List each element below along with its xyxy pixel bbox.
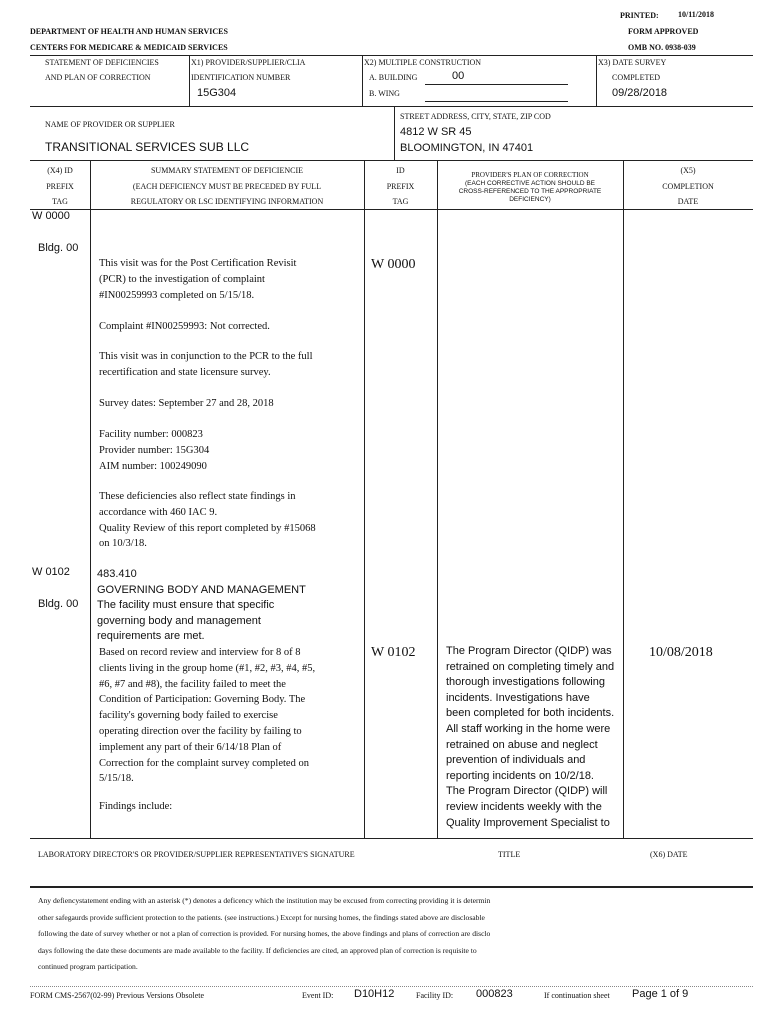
facility-id-value: 000823 bbox=[476, 988, 513, 1000]
address-label: STREET ADDRESS, CITY, STATE, ZIP COD bbox=[400, 112, 551, 121]
address-line-2: BLOOMINGTON, IN 47401 bbox=[400, 142, 534, 154]
survey-completed-date: 09/28/2018 bbox=[612, 87, 668, 99]
x4-header-1: (X4) ID bbox=[47, 166, 73, 175]
plan-header-1: PROVIDER'S PLAN OF CORRECTION bbox=[471, 171, 589, 179]
provider-name-label: NAME OF PROVIDER OR SUPPLIER bbox=[45, 120, 175, 129]
x1-label-2: IDENTIFICATION NUMBER bbox=[191, 73, 291, 82]
form-number: FORM CMS-2567(02-99) Previous Versions Obsolete bbox=[30, 991, 205, 1000]
x5-header-2: COMPLETION bbox=[662, 182, 714, 191]
signature-label: LABORATORY DIRECTOR'S OR PROVIDER/SUPPLIER REPRESENTATIVE'S SIGNATURE bbox=[38, 850, 355, 859]
entry1-para2: Complaint #IN00259993: Not corrected. bbox=[99, 321, 270, 332]
summary-header-3: REGULATORY OR LSC IDENTIFYING INFORMATION bbox=[130, 197, 324, 206]
x5-header-1: (X5) bbox=[680, 166, 696, 175]
title-label: TITLE bbox=[498, 850, 521, 859]
omb-number: OMB NO. 0938-039 bbox=[628, 43, 696, 52]
entry1-para3: This visit was in conjunction to the PCR to the full recertification and state licensure survey. bbox=[99, 351, 313, 378]
entry2-completion-date: 10/08/2018 bbox=[649, 645, 713, 660]
building-value: 00 bbox=[452, 70, 465, 82]
facility-id-label: Facility ID: bbox=[416, 991, 454, 1000]
entry1-para1: This visit was for the Post Certification Revisit (PCR) to the investigation of complaint #IN00259993 completed on 5/15/18. bbox=[99, 258, 297, 301]
page-number: Page 1 of 9 bbox=[632, 988, 689, 1000]
entry1-para6: These deficiencies also reflect state findings in accordance with 460 IAC 9. Quality Review of this report completed by #15068 on 10/3/18. bbox=[99, 491, 316, 550]
continuation-label: If continuation sheet bbox=[544, 991, 610, 1000]
department-name: DEPARTMENT OF HEALTH AND HUMAN SERVICES bbox=[30, 27, 228, 36]
event-id-value: D10H12 bbox=[354, 988, 395, 1000]
summary-header-2: (EACH DEFICIENCY MUST BE PRECEDED BY FULL bbox=[132, 182, 322, 191]
entry1-para5: Facility number: 000823 Provider number: 15G304 AIM number: 100249090 bbox=[99, 429, 210, 472]
x4-header-2: PREFIX bbox=[46, 182, 74, 191]
entry1-right-tag: W 0000 bbox=[371, 257, 416, 272]
printed-label: PRINTED: bbox=[620, 11, 659, 20]
entry1-tag: W 0000 bbox=[32, 210, 70, 222]
plan-header-3: CROSS-REFERENCED TO THE APPROPRIATE bbox=[458, 188, 602, 195]
x4-header-3: TAG bbox=[52, 197, 68, 206]
entry2-para1: Based on record review and interview for 8 of 8 clients living in the group home (#1, #2, #3, #4, #5, #6, #7 and #8), the facility failed to meet the Condition of Participation: Governing Body. The facility's governing body failed to exercise operating direction over the facility by failing to implement any part of their 6/14/18 Plan of Correction for the complaint survey completed on 5/15/18. bbox=[99, 647, 316, 785]
plan-of-correction-label: AND PLAN OF CORRECTION bbox=[45, 73, 151, 82]
id-header-3: TAG bbox=[392, 197, 409, 206]
plan-header-4: DEFICIENCY) bbox=[509, 196, 551, 203]
x5-header-3: DATE bbox=[677, 197, 699, 206]
entry2-heading: 483.410 GOVERNING BODY AND MANAGEMENT The facility must ensure that specific governing body and management requirements are met. bbox=[97, 568, 306, 643]
signature-date-label: (X6) DATE bbox=[650, 850, 688, 859]
x3-label-2: COMPLETED bbox=[612, 73, 660, 82]
summary-header-1: SUMMARY STATEMENT OF DEFICIENCIE bbox=[150, 166, 304, 175]
provider-name: TRANSITIONAL SERVICES SUB LLC bbox=[45, 140, 250, 154]
entry2-para2: Findings include: bbox=[99, 801, 173, 812]
disclaimer-text: Any defiencystatement ending with an asterisk (*) denotes a deficency which the institution may be excused from correcting providing it is determin other safegaurds provide sufficient protection to the patients. (see instructions.) Except for nursing homes, the findings stated above are disclosable following the date of survey whether or not a plan of correction is provided. For nursing homes, the above findings and plans of correction are disclo days following the date these documents are made available to the facility. If deficiencies are cited, an approved plan of correction is requisite to continued program participation. bbox=[38, 896, 491, 972]
form-approved: FORM APPROVED bbox=[628, 27, 699, 36]
plan-header-2: (EACH CORRECTIVE ACTION SHOULD BE bbox=[464, 180, 596, 187]
provider-id-value: 15G304 bbox=[197, 87, 237, 99]
entry2-right-tag: W 0102 bbox=[371, 645, 416, 660]
wing-label: B. WING bbox=[369, 89, 400, 98]
entry1-bldg: Bldg. 00 bbox=[38, 242, 79, 254]
entry2-bldg: Bldg. 00 bbox=[38, 598, 79, 610]
x2-label: X2) MULTIPLE CONSTRUCTION bbox=[364, 58, 482, 67]
printed-date: 10/11/2018 bbox=[678, 10, 715, 19]
statement-label: STATEMENT OF DEFICIENCIES bbox=[45, 58, 159, 67]
building-label: A. BUILDING bbox=[369, 73, 418, 82]
entry2-tag: W 0102 bbox=[32, 566, 70, 578]
centers-name: CENTERS FOR MEDICARE & MEDICAID SERVICES bbox=[30, 43, 228, 52]
entry2-plan-of-correction: The Program Director (QIDP) was retrained on completing timely and thorough investigations following incidents. Investigations have been completed for both incidents. All staff working in the home were retrained on abuse and neglect prevention of individuals and reporting incidents on 10/2/18. The Program Director (QIDP) will review incidents weekly with the Quality Improvement Specialist to bbox=[446, 645, 615, 829]
entry1-para4: Survey dates: September 27 and 28, 2018 bbox=[99, 398, 274, 409]
id-header-2: PREFIX bbox=[386, 182, 415, 191]
event-id-label: Event ID: bbox=[302, 991, 334, 1000]
x3-label: X3) DATE SURVEY bbox=[598, 58, 667, 67]
id-header-1: ID bbox=[396, 166, 405, 175]
x1-label: X1) PROVIDER/SUPPLIER/CLIA bbox=[191, 58, 306, 67]
address-line-1: 4812 W SR 45 bbox=[400, 126, 472, 138]
